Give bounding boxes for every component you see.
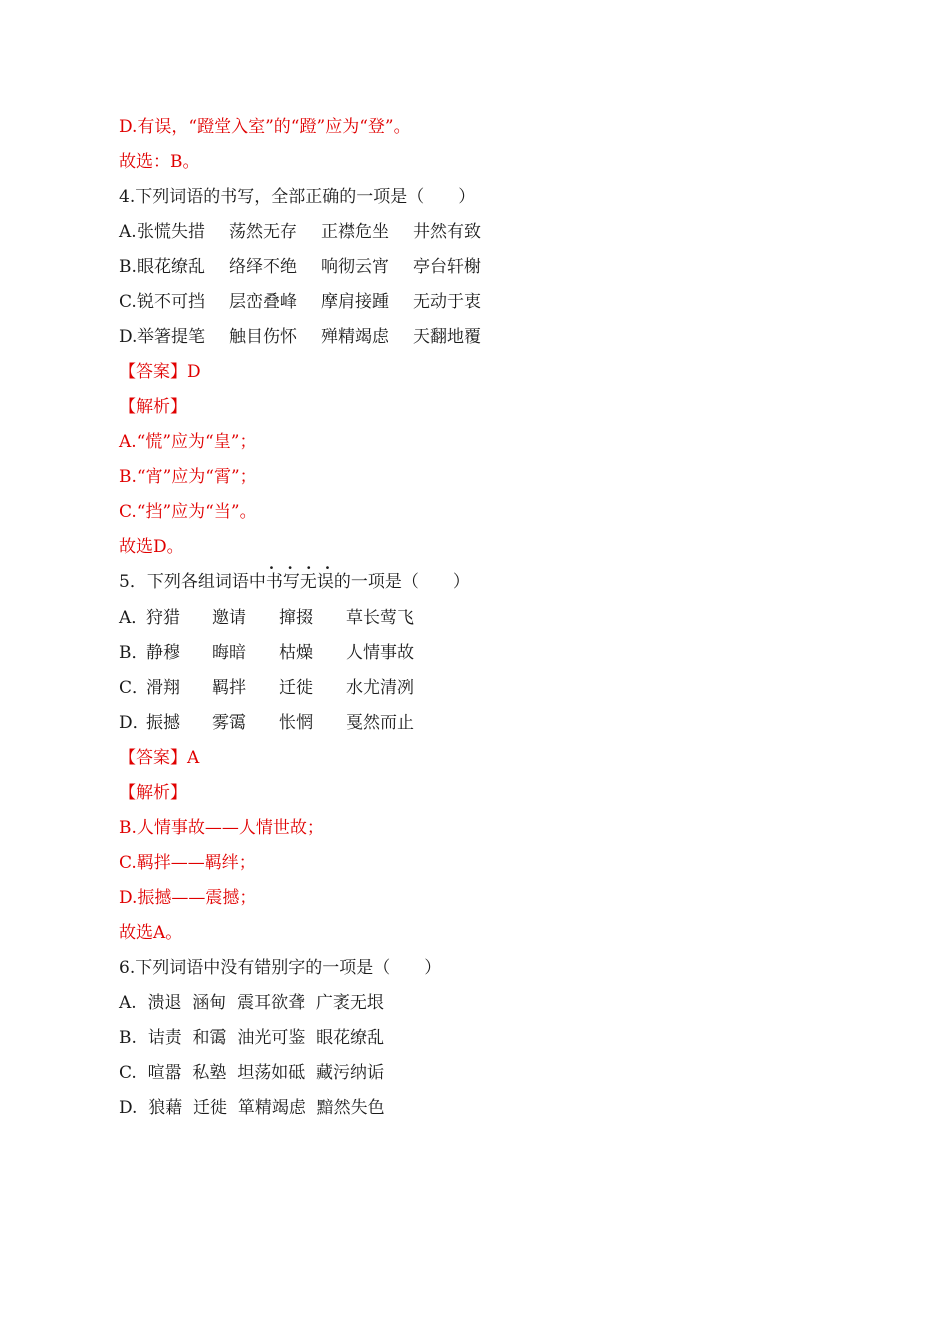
- q5-analysis-d: D.振撼——震撼；: [119, 888, 257, 908]
- option-word: 亭台轩榭: [413, 257, 481, 277]
- q5-stem-pre: 5．下列各组词语中: [119, 572, 266, 592]
- q6-option-c: C. 喧嚣 私塾 坦荡如砥 藏污纳诟: [119, 1063, 385, 1083]
- option-word: 荡然无存: [229, 222, 297, 242]
- q5-stem-post: 的一项是（ ）: [333, 572, 470, 592]
- q5-analysis-tag: 【解析】: [119, 783, 187, 803]
- option-word: 枯燥: [279, 643, 313, 663]
- answer-tag: 【答案】: [119, 362, 187, 382]
- option-word: 张慌失措: [137, 222, 205, 242]
- q5-option-a: [119, 605, 414, 631]
- option-word: 邀请: [212, 608, 246, 628]
- option-word: 人情事故: [346, 643, 414, 663]
- q5-analysis-c: C.羁拌——羁绊；: [119, 853, 256, 873]
- q6-stem: 6.下列词语中没有错别字的一项是（ ）: [119, 958, 442, 978]
- q5-option-c: [119, 675, 414, 701]
- q4-analysis-a: A.“慌”应为“皇”；: [119, 432, 257, 452]
- option-word: 响彻云宵: [321, 257, 389, 277]
- q5-option-b: [119, 640, 414, 666]
- q6-option-b: B. 诘责 和霭 油光可鉴 眼花缭乱: [119, 1028, 385, 1048]
- q4-option-d: [119, 324, 481, 350]
- q3-option-d-explanation: D.有误，“蹬堂入室”的“蹬”应为“登”。: [119, 117, 411, 137]
- option-label: B．: [119, 643, 149, 663]
- option-label: A．: [119, 608, 149, 628]
- option-word: 水尤清冽: [346, 678, 414, 698]
- answer-value: A: [187, 748, 200, 768]
- option-label: D．: [119, 713, 150, 733]
- option-word: 井然有致: [413, 222, 481, 242]
- answer-tag: 【答案】: [119, 748, 187, 768]
- option-word: 戛然而止: [346, 713, 414, 733]
- option-word: 振撼: [146, 713, 180, 733]
- q4-answer: [119, 359, 201, 385]
- option-label: A.: [119, 222, 137, 242]
- option-word: 举箸提笔: [137, 327, 205, 347]
- q5-option-d: [119, 710, 414, 736]
- option-word: 正襟危坐: [321, 222, 389, 242]
- q3-conclusion: 故选：B。: [119, 152, 200, 172]
- option-word: 怅惘: [279, 713, 313, 733]
- option-word: 络绎不绝: [229, 257, 297, 277]
- option-word: 草长莺飞: [346, 608, 414, 628]
- q4-option-b: [119, 254, 481, 280]
- q5-stem: [119, 569, 470, 595]
- option-word: 狩猎: [146, 608, 180, 628]
- option-word: 雾霭: [212, 713, 246, 733]
- option-word: 滑翔: [146, 678, 180, 698]
- q6-option-a: A. 溃退 涵甸 震耳欲聋 广袤无垠: [119, 993, 384, 1013]
- option-label: B.: [119, 257, 137, 277]
- option-word: 摩肩接踵: [321, 292, 389, 312]
- q4-analysis-c: C.“挡”应为“当”。: [119, 502, 257, 522]
- q5-answer: [119, 745, 199, 771]
- option-word: 无动于衷: [413, 292, 481, 312]
- q4-conclusion: 故选D。: [119, 537, 184, 557]
- option-word: 晦暗: [212, 643, 246, 663]
- option-label: D.: [119, 327, 138, 347]
- option-word: 殚精竭虑: [321, 327, 389, 347]
- option-word: 眼花缭乱: [137, 257, 205, 277]
- answer-value: D: [187, 362, 201, 382]
- option-word: 迁徙: [279, 678, 313, 698]
- q6-option-d: D. 狼藉 迁徙 箪精竭虑 黯然失色: [119, 1098, 385, 1118]
- q4-analysis-b: B.“宵”应为“霄”；: [119, 467, 257, 487]
- option-word: 静穆: [146, 643, 180, 663]
- option-word: 层峦叠峰: [229, 292, 297, 312]
- option-word: 羁拌: [212, 678, 246, 698]
- q4-option-a: [119, 219, 481, 245]
- q4-analysis-tag: 【解析】: [119, 397, 187, 417]
- option-word: 撺掇: [279, 608, 313, 628]
- option-word: 天翻地覆: [413, 327, 481, 347]
- q4-stem: 4.下列词语的书写，全部正确的一项是（ ）: [119, 187, 476, 207]
- option-word: 触目伤怀: [229, 327, 297, 347]
- q4-option-c: [119, 289, 481, 315]
- option-label: C.: [119, 292, 137, 312]
- q5-stem-emphasis: · · 书写无误: [266, 569, 334, 595]
- q5-conclusion: 故选A。: [119, 923, 183, 943]
- q5-analysis-b: B.人情事故——人情世故；: [119, 818, 324, 838]
- option-word: 锐不可挡: [137, 292, 205, 312]
- option-label: C．: [119, 678, 150, 698]
